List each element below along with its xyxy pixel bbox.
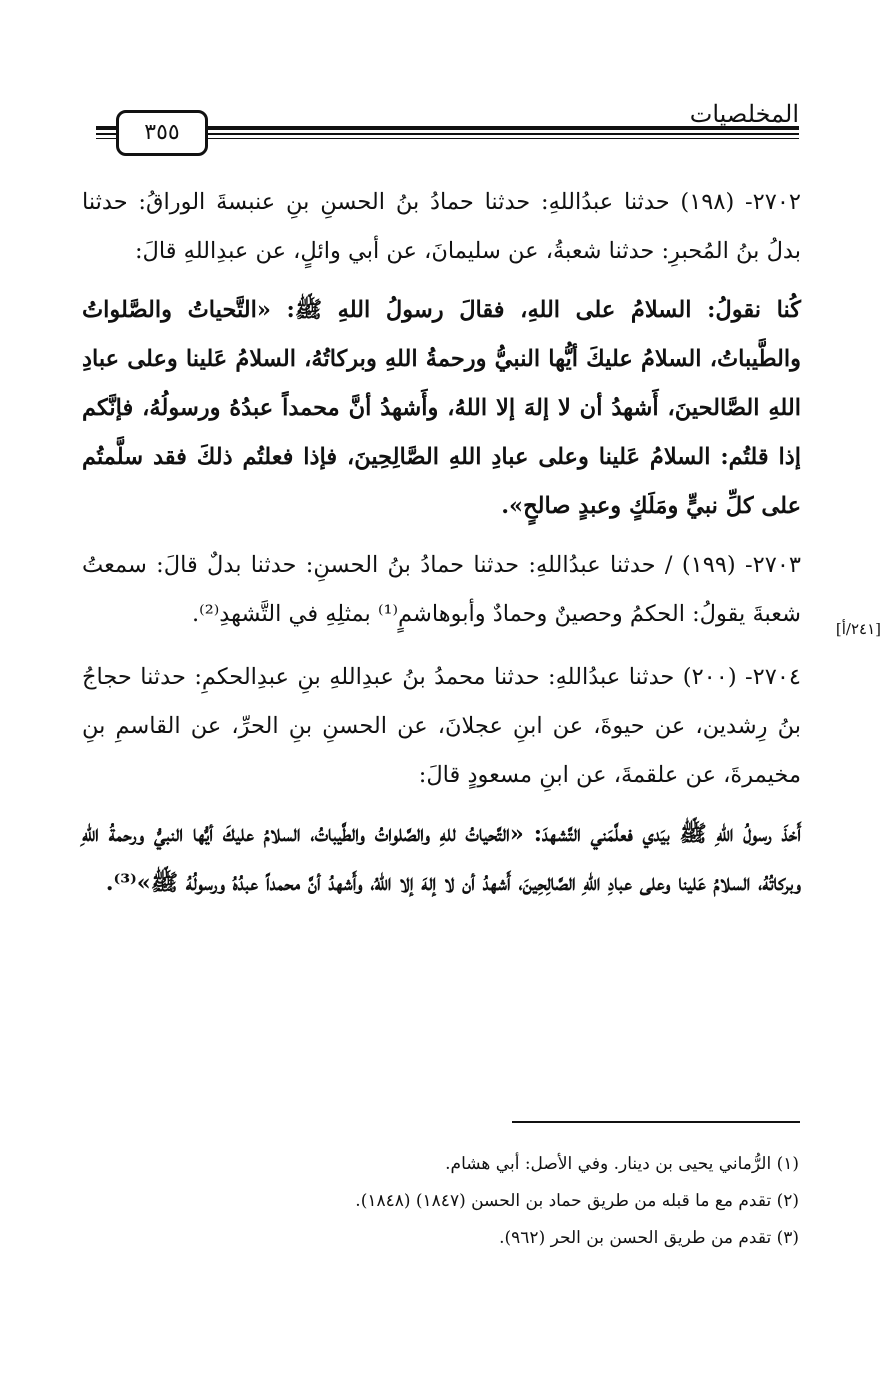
footnote-3: (٣) تقدم من طريق الحسن بن الحر (٩٦٢). bbox=[499, 1228, 799, 1248]
page-number: ٣٥٥ bbox=[116, 110, 208, 156]
page-header bbox=[96, 92, 799, 162]
hadith-2702-matn: كُنا نقولُ: السلامُ على اللهِ، فقالَ رسولُ اللهِ ﷺ: «التَّحياتُ والصَّلواتُ والطَّيباتُ، السلامُ عليكَ أيُّها النبيُّ ورحمةُ اللهِ وبركاتُهُ، السلامُ عَلينا وعلى عبادِ اللهِ الصَّالحينَ، أَشهدُ أن لا إلهَ إلا اللهُ، وأَشهدُ أنَّ محمداً عبدُهُ ورسولُهُ، فإنَّكم إذا قلتُم: السلامُ عَلينا وعلى عبادِ اللهِ الصَّالِحِينَ، فإذا فعلتُم ذلكَ فقد سلَّمتُم على كلِّ نبيٍّ ومَلَكٍ وعبدٍ صالحٍ». bbox=[82, 297, 801, 519]
footnote-2: (٢) تقدم مع ما قبله من طريق حماد بن الحسن (١٨٤٧) (١٨٤٨). bbox=[355, 1191, 799, 1211]
running-title: المخلصيات bbox=[689, 100, 799, 128]
footnote-1: (١) الرُّماني يحيى بن دينار. وفي الأصل: أبي هشام. bbox=[445, 1154, 799, 1174]
marginal-folio-ref: [٢٤١/أ] bbox=[835, 620, 881, 638]
footnote-separator bbox=[512, 1121, 800, 1123]
hadith-2702-isnad: ٢٧٠٢- (١٩٨) حدثنا عبدُاللهِ: حدثنا حمادُ بنُ الحسنِ بنِ عنبسةَ الوراقُ: حدثنا بدلُ بنُ المُحبرِ: حدثنا شعبةُ، عن سليمانَ، عن أبي وائلٍ، عن عبدِاللهِ قالَ: bbox=[82, 189, 801, 264]
footnotes bbox=[300, 1146, 799, 1257]
main-text bbox=[82, 178, 801, 908]
hadith-2703: ٢٧٠٣- (١٩٩) / حدثنا عبدُاللهِ: حدثنا حمادُ بنُ الحسنِ: حدثنا بدلٌ قالَ: سمعتُ شعبةَ يقولُ: الحكمُ وحصينٌ وحمادٌ وأبوهاشمٍ⁽¹⁾ بمثلِهِ في التَّشهدِ⁽²⁾. bbox=[82, 552, 801, 627]
hadith-2704-matn: أَخذَ رسولُ اللهِ ﷺ بيَدي فعلَّمَني التَّشهدَ: «التَّحياتُ للهِ والصَّلواتُ والطَّيباتُ، السلامُ عليكَ أيُّها النبيُّ ورحمةُ اللهِ وبركاتُهُ، السلامُ عَلينا وعلى عبادِ اللهِ الصَّالِحِينَ، أَشهدُ أن لا إلهَ إلا اللهُ، وأَشهدُ أنَّ محمداً عبدُهُ ورسولُهُ ﷺ»⁽³⁾. bbox=[82, 821, 801, 896]
hadith-2704-isnad: ٢٧٠٤- (٢٠٠) حدثنا عبدُاللهِ: حدثنا محمدُ بنُ عبدِاللهِ بنِ عبدِالحكمِ: حدثنا حجاجُ بنُ رِشدين، عن حيوةَ، عن ابنِ عجلانَ، عن الحسنِ بنِ الحرِّ، عن القاسمِ بنِ مخيمرةَ، عن علقمةَ، عن ابنِ مسعودٍ قالَ: bbox=[82, 664, 801, 788]
